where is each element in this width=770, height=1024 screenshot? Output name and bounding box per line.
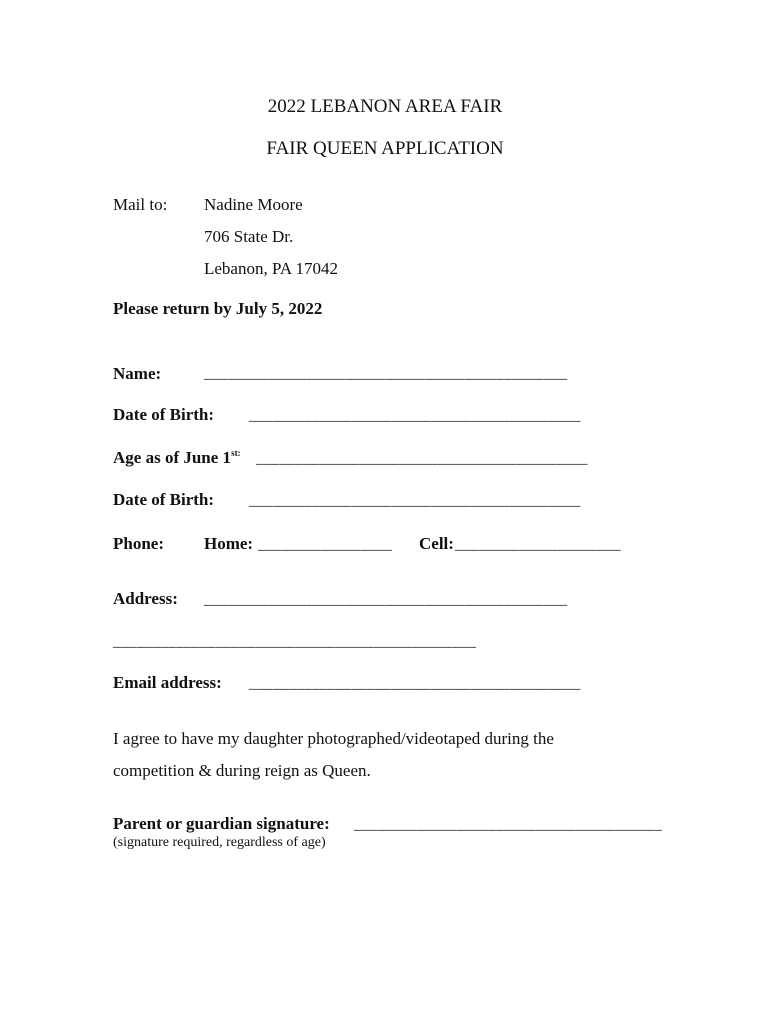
phone-cell-label: Cell: <box>419 534 454 553</box>
age-label <box>113 448 241 468</box>
form-title-line1: 2022 LEBANON AREA FAIR <box>267 96 503 117</box>
email-label: Email address: <box>113 673 222 692</box>
age-label-text: Age as of June 1 <box>113 448 232 467</box>
consent-text-line2: competition & during reign as Queen. <box>113 761 371 780</box>
dob-field-second[interactable]: __________________________________________ <box>249 493 581 509</box>
signature-note: (signature required, regardless of age) <box>113 835 326 850</box>
phone-home-field[interactable]: _________________ <box>258 537 393 553</box>
age-field[interactable]: __________________________________________ <box>256 451 588 467</box>
form-title-line2: FAIR QUEEN APPLICATION <box>266 138 504 159</box>
mail-city-state-zip: Lebanon, PA 17042 <box>204 259 338 278</box>
mail-recipient-name: Nadine Moore <box>204 195 303 214</box>
name-label: Name: <box>113 364 162 383</box>
mail-street-address: 706 State Dr. <box>204 227 294 246</box>
signature-label: Parent or guardian signature: <box>113 814 330 833</box>
age-label-superscript: st: <box>231 448 241 458</box>
address-label: Address: <box>113 589 178 608</box>
return-deadline: Please return by July 5, 2022 <box>113 299 323 318</box>
consent-text-line1: I agree to have my daughter photographed/videotaped during the <box>113 729 554 748</box>
dob-field[interactable]: __________________________________________ <box>249 408 581 424</box>
dob-label-second: Date of Birth: <box>113 490 215 509</box>
name-field[interactable]: ______________________________________________ <box>204 366 568 382</box>
dob-label: Date of Birth: <box>113 405 215 424</box>
address-field-line1[interactable]: ______________________________________________ <box>204 592 568 608</box>
email-field[interactable]: __________________________________________ <box>249 676 581 692</box>
mail-to-label: Mail to: <box>113 195 168 214</box>
phone-label: Phone: <box>113 534 164 553</box>
phone-cell-field[interactable]: _____________________ <box>455 537 621 553</box>
address-field-line2[interactable]: ______________________________________________ <box>113 634 477 650</box>
phone-home-label: Home: <box>204 534 254 553</box>
signature-field[interactable]: _______________________________________ <box>354 817 663 833</box>
